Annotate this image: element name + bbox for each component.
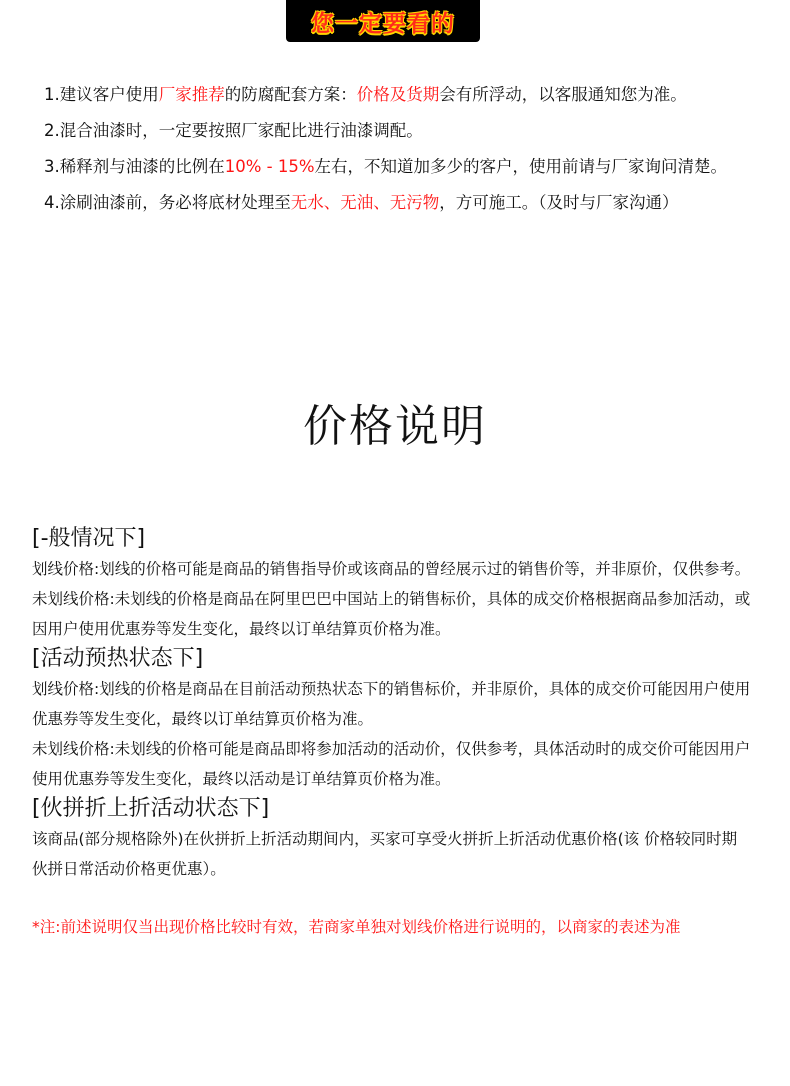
note-highlight: 价格及货期 <box>356 85 440 104</box>
section-heading: [-般情况下] <box>32 526 146 551</box>
note-highlight: 10% - 15% <box>224 157 315 176</box>
banner-title: 您一定要看的 <box>311 10 455 37</box>
note-text: 2.混合油漆时，一定要按照厂家配比进行油漆调配。 <box>44 121 423 140</box>
header-banner <box>286 0 480 42</box>
note-highlight: 厂家推荐 <box>158 85 225 104</box>
note-item <box>44 82 744 108</box>
section-paragraph: 未划线价格:未划线的价格是商品在阿里巴巴中国站上的销售标价，具体的成交价格根据商品参加活动，或因用户使用优惠券等发生变化，最终以订单结算页价格为准。 <box>32 590 751 638</box>
note-item <box>44 190 744 216</box>
section-paragraph: 该商品(部分规格除外)在伙拼折上折活动期间内，买家可享受火拼折上折活动优惠价格(该 价格较同时期伙拼日常活动价格更优惠）。 <box>32 830 738 878</box>
price-title: 价格说明 <box>303 401 487 452</box>
section-heading: [活动预热状态下] <box>32 646 204 671</box>
note-text: 会有所浮动，以客服通知您为准。 <box>439 85 687 104</box>
note-text: 4.涂刷油漆前，务必将底材处理至 <box>44 193 291 212</box>
note-text: 的防腐配套方案： <box>224 85 357 104</box>
note-text: 1.建议客户使用 <box>44 85 159 104</box>
note-text: ，方可施工。（及时与厂家沟通） <box>439 193 679 212</box>
section-paragraph: 划线价格:划线的价格是商品在目前活动预热状态下的销售标价，并非原价，具体的成交价可能因用户使用优惠券等发生变化，最终以订单结算页价格为准。 <box>32 680 751 728</box>
note-text: 3.稀释剂与油漆的比例在 <box>44 157 225 176</box>
note-text: 左右，不知道加多少的客户，使用前请与厂家询问清楚。 <box>314 157 728 176</box>
note-item <box>44 154 744 180</box>
section-heading: [伙拼折上折活动状态下] <box>32 796 270 821</box>
note-highlight: 无水、无油、无污物 <box>290 193 440 212</box>
notes-list <box>44 82 744 226</box>
price-explanation <box>32 524 752 942</box>
footnote: *注:前述说明仅当出现价格比较时有效，若商家单独对划线价格进行说明的，以商家的表述为准 <box>32 918 681 936</box>
note-item <box>44 118 744 144</box>
section-paragraph: 未划线价格:未划线的价格可能是商品即将参加活动的活动价，仅供参考，具体活动时的成交价可能因用户使用优惠券等发生变化，最终以活动是订单结算页价格为准。 <box>32 740 751 788</box>
section-paragraph: 划线价格:划线的价格可能是商品的销售指导价或该商品的曾经展示过的销售价等，并非原价，仅供参考。 <box>32 560 751 578</box>
